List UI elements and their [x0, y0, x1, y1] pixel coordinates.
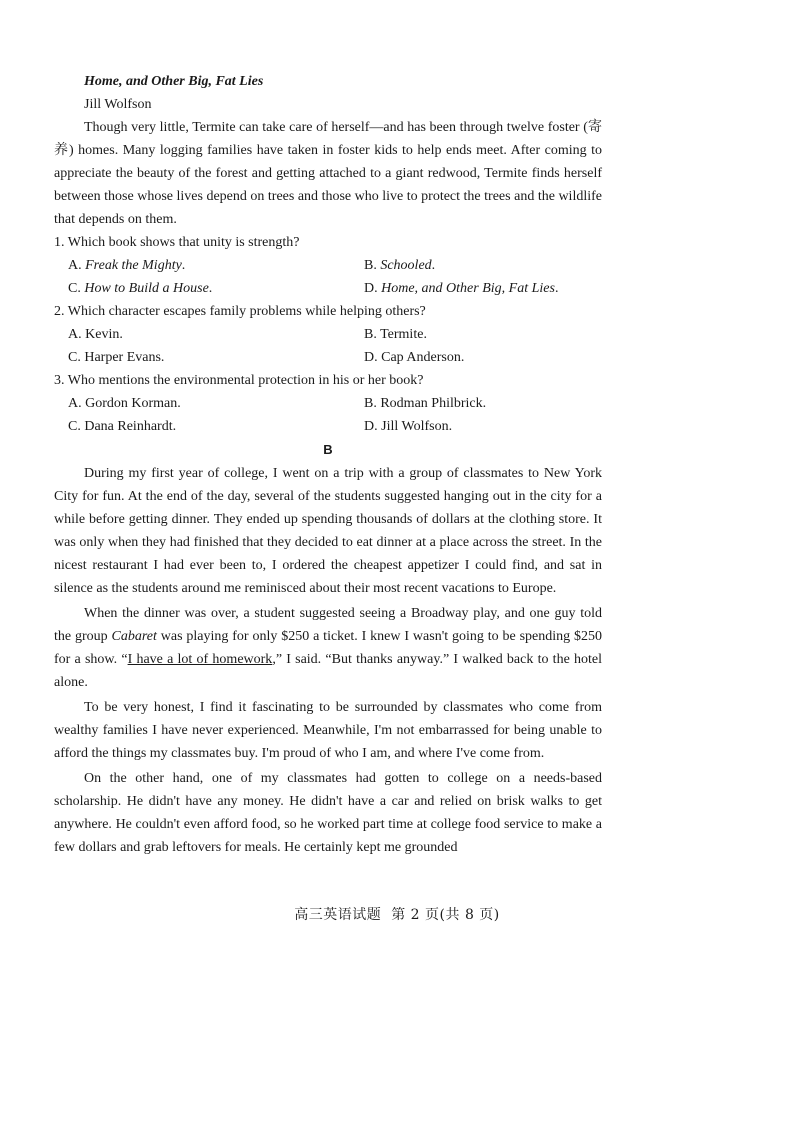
section-heading-b: B — [323, 442, 333, 457]
option-text: Kevin — [85, 327, 120, 342]
option-punct: . — [554, 281, 559, 296]
footer-subject: 高三英语试题 — [294, 907, 382, 923]
passage-b-paragraph-3: To be very honest, I find it fascinating to be surrounded by classmates who come from wealthy families I have never experienced. Meanwhile, I'm not embarrassed for being unable to afford the things my classmates buy. I'm proud of who I am, and where I've come from. — [54, 700, 602, 761]
option-punct: . — [181, 258, 186, 273]
exam-page — [54, 70, 602, 859]
option-label: A. — [68, 396, 86, 411]
book-title: Home, and Other Big, Fat Lies — [84, 74, 264, 89]
option-text: Home, and Other Big, Fat Lies — [381, 281, 555, 296]
book-summary: Though very little, Termite can take care of herself—and has been through twelve foster (寄养) homes. Many logging families have taken in foster kids to help ends meet. After coming to appreciate the beauty of the forest and getting attached to a giant redwood, Termite finds herself between those whose lives depend on trees and those who live to protect the trees and the wildlife that depends on them. — [54, 120, 602, 227]
option-label: C. — [68, 419, 85, 434]
option-text: Termite — [380, 327, 424, 342]
option-label: B. — [364, 258, 381, 273]
option-punct: . — [177, 396, 181, 411]
question-stem: 2. Which character escapes family problems while helping others? — [54, 304, 426, 319]
option-label: A. — [68, 258, 86, 273]
question-stem: 1. Which book shows that unity is strength? — [54, 235, 300, 250]
question-options — [54, 323, 602, 369]
option-c — [68, 415, 364, 438]
option-text: Gordon Korman — [85, 396, 178, 411]
passage-b-paragraph-1: During my first year of college, I went on a trip with a group of classmates to New York City for fun. At the end of the day, several of the students suggested hanging out in the city for a while before getting dinner. They ended up spending thousands of dollars at the clothing store. It was only when they had finished that they decided to eat dinner at a place across the street. In the nicest restaurant I had ever been to, I ordered the cheapest appetizer I could find, and sat in silence as the students around me reminisced about their most recent vacations to Europe. — [54, 466, 602, 596]
option-label: D. — [364, 281, 382, 296]
option-c — [68, 277, 364, 300]
book-author: Jill Wolfson — [84, 97, 152, 112]
question-options — [54, 392, 602, 438]
option-label: D. — [364, 350, 382, 365]
question-options — [54, 254, 602, 300]
option-d — [364, 277, 616, 300]
option-c — [68, 346, 364, 369]
option-punct: . — [460, 350, 465, 365]
option-b — [364, 323, 616, 346]
option-b — [364, 254, 616, 277]
option-punct: . — [423, 327, 427, 342]
option-label: C. — [68, 281, 85, 296]
option-a — [68, 254, 364, 277]
option-a — [68, 323, 364, 346]
option-label: A. — [68, 327, 86, 342]
option-punct: . — [208, 281, 213, 296]
option-label: B. — [364, 327, 381, 342]
option-text: Jill Wolfson — [381, 419, 449, 434]
option-label: C. — [68, 350, 85, 365]
footer-page-number: 第 2 页(共 8 页) — [391, 907, 500, 923]
option-text: Rodman Philbrick — [380, 396, 483, 411]
option-d — [364, 415, 616, 438]
option-text: Freak the Mighty — [85, 258, 182, 273]
option-text: Harper Evans — [84, 350, 161, 365]
underlined-quote: I have a lot of homework — [127, 652, 273, 667]
option-punct: . — [160, 350, 165, 365]
option-punct: . — [431, 258, 436, 273]
passage-b-paragraph-2: When the dinner was over, a student suggested seeing a Broadway play, and one guy told the group Cabaret was playing for only $250 a ticket. I knew I wasn't going to be spending $250 for a show. “I have a lot of homework,” I said. “But thanks anyway.” I walked back to the hotel alone. — [54, 606, 603, 690]
option-punct: . — [448, 419, 453, 434]
option-text: Dana Reinhardt — [84, 419, 173, 434]
passage-b-paragraph-4: On the other hand, one of my classmates had gotten to college on a needs-based scholarship. He didn't have any money. He didn't have a car and relied on brisk walks to get anywhere. He couldn't even afford food, so he worked part time at college food service to make a few dollars and grab leftovers for meals. He certainly kept me grounded — [54, 771, 602, 855]
option-punct: . — [119, 327, 123, 342]
option-label: B. — [364, 396, 381, 411]
option-text: How to Build a House — [84, 281, 209, 296]
question-stem: 3. Who mentions the environmental protection in his or her book? — [54, 373, 424, 388]
option-a — [68, 392, 364, 415]
questions-block — [54, 231, 602, 438]
option-d — [364, 346, 616, 369]
page-footer — [0, 904, 794, 924]
option-text: Cap Anderson — [381, 350, 461, 365]
option-punct: . — [172, 419, 177, 434]
play-title: Cabaret — [111, 629, 157, 644]
option-punct: . — [482, 396, 487, 411]
option-b — [364, 392, 616, 415]
option-text: Schooled — [380, 258, 432, 273]
option-label: D. — [364, 419, 382, 434]
